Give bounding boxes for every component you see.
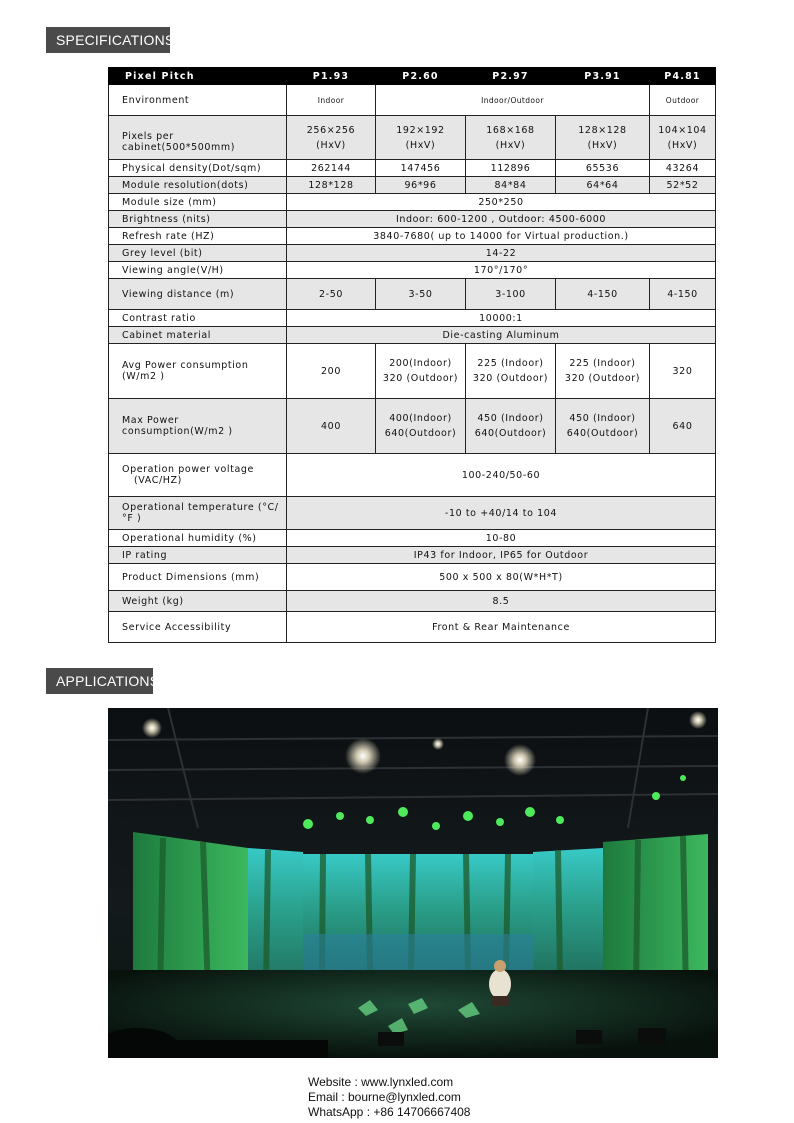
table-row (109, 177, 716, 194)
table-row (109, 399, 716, 454)
table-row (109, 612, 716, 643)
model-p391: P3.91 (556, 68, 650, 85)
table-row (109, 211, 716, 228)
table-cell: 170°/170° (287, 262, 716, 279)
table-cell: 450 (Indoor) 640(Outdoor) (556, 399, 650, 454)
table-row (109, 530, 716, 547)
table-row (109, 279, 716, 310)
table-cell: Die-casting Aluminum (287, 327, 716, 344)
table-cell: 8.5 (287, 591, 716, 612)
refresh-rate-label: Refresh rate (HZ) (109, 228, 287, 245)
table-cell: 450 (Indoor) 640(Outdoor) (466, 399, 556, 454)
table-cell: 128×128 (HxV) (556, 116, 650, 160)
table-row (109, 228, 716, 245)
table-cell: -10 to +40/14 to 104 (287, 497, 716, 530)
ip-rating-label: IP rating (109, 547, 287, 564)
table-cell: 400(Indoor) 640(Outdoor) (376, 399, 466, 454)
table-cell: 10-80 (287, 530, 716, 547)
grey-level-label: Grey level (bit) (109, 245, 287, 262)
table-cell: 168×168 (HxV) (466, 116, 556, 160)
table-cell: 262144 (287, 160, 376, 177)
model-p260: P2.60 (376, 68, 466, 85)
table-cell: 225 (Indoor) 320 (Outdoor) (556, 344, 650, 399)
table-cell: Indoor: 600-1200 , Outdoor: 4500-6000 (287, 211, 716, 228)
table-cell: 14-22 (287, 245, 716, 262)
table-cell: 43264 (650, 160, 716, 177)
applications-heading: APPLICATIONS (46, 668, 153, 694)
cabinet-material-label: Cabinet material (109, 327, 287, 344)
table-cell: 256×256 (HxV) (287, 116, 376, 160)
table-cell: 2-50 (287, 279, 376, 310)
brightness-label: Brightness (nits) (109, 211, 287, 228)
max-power-label: Max Power consumption(W/m2 ) (109, 399, 287, 454)
table-row (109, 262, 716, 279)
table-cell: 4-150 (556, 279, 650, 310)
table-cell: 52*52 (650, 177, 716, 194)
operational-temperature-label: Operational temperature (°C/°F ) (109, 497, 287, 530)
table-cell: 320 (650, 344, 716, 399)
environment-mid: Indoor/Outdoor (376, 85, 650, 116)
table-cell: 225 (Indoor) 320 (Outdoor) (466, 344, 556, 399)
table-row (109, 591, 716, 612)
table-row (109, 327, 716, 344)
led-stage-photo (108, 708, 718, 1058)
pixels-per-cabinet-label: Pixels per cabinet(500*500mm) (109, 116, 287, 160)
table-cell: 200(Indoor) 320 (Outdoor) (376, 344, 466, 399)
table-cell: 640 (650, 399, 716, 454)
table-cell: 104×104 (HxV) (650, 116, 716, 160)
specifications-table (108, 67, 716, 643)
table-row (109, 344, 716, 399)
viewing-angle-label: Viewing angle(V/H) (109, 262, 287, 279)
table-row (109, 454, 716, 497)
table-cell: 10000:1 (287, 310, 716, 327)
whatsapp-text: WhatsApp : +86 14706667408 (308, 1105, 471, 1119)
contrast-ratio-label: Contrast ratio (109, 310, 287, 327)
table-cell: 200 (287, 344, 376, 399)
module-resolution-label: Module resolution(dots) (109, 177, 287, 194)
left-inner-led-screen (248, 848, 303, 991)
table-cell: 65536 (556, 160, 650, 177)
viewing-distance-label: Viewing distance (m) (109, 279, 287, 310)
service-accessibility-label: Service Accessibility (109, 612, 287, 643)
operation-voltage-label: Operation power voltage (VAC/HZ) (109, 454, 287, 497)
table-cell: 250*250 (287, 194, 716, 211)
table-cell: 64*64 (556, 177, 650, 194)
table-row (109, 85, 716, 116)
environment-p193: Indoor (287, 85, 376, 116)
environment-label: Environment (109, 85, 287, 116)
table-row (109, 547, 716, 564)
right-inner-led-screen (533, 848, 603, 980)
table-row (109, 564, 716, 591)
table-row (109, 245, 716, 262)
table-cell: 100-240/50-60 (287, 454, 716, 497)
model-p297: P2.97 (466, 68, 556, 85)
table-cell: 3-100 (466, 279, 556, 310)
table-cell: Front & Rear Maintenance (287, 612, 716, 643)
pixel-pitch-label: Pixel Pitch (109, 68, 287, 85)
website-text: Website : www.lynxled.com (308, 1075, 454, 1089)
weight-label: Weight (kg) (109, 591, 287, 612)
environment-p481: Outdoor (650, 85, 716, 116)
physical-density-label: Physical density(Dot/sqm) (109, 160, 287, 177)
product-dimensions-label: Product Dimensions (mm) (109, 564, 287, 591)
table-cell: IP43 for Indoor, IP65 for Outdoor (287, 547, 716, 564)
avg-power-label: Avg Power consumption (W/m2 ) (109, 344, 287, 399)
operational-humidity-label: Operational humidity (%) (109, 530, 287, 547)
module-size-label: Module size (mm) (109, 194, 287, 211)
table-cell: 112896 (466, 160, 556, 177)
table-cell: 3-50 (376, 279, 466, 310)
table-cell: 147456 (376, 160, 466, 177)
specifications-heading: SPECIFICATIONS (46, 27, 170, 53)
model-p481: P4.81 (650, 68, 716, 85)
contact-block (308, 1075, 470, 1120)
table-cell: 400 (287, 399, 376, 454)
table-cell: 96*96 (376, 177, 466, 194)
table-row (109, 310, 716, 327)
table-cell: 192×192 (HxV) (376, 116, 466, 160)
table-cell: 500 x 500 x 80(W*H*T) (287, 564, 716, 591)
table-header-row (109, 68, 716, 85)
table-row (109, 116, 716, 160)
table-cell: 3840-7680( up to 14000 for Virtual production.) (287, 228, 716, 245)
table-cell: 84*84 (466, 177, 556, 194)
table-row (109, 497, 716, 530)
table-cell: 4-150 (650, 279, 716, 310)
email-text: Email : bourne@lynxled.com (308, 1090, 461, 1104)
table-row (109, 194, 716, 211)
table-cell: 128*128 (287, 177, 376, 194)
model-p193: P1.93 (287, 68, 376, 85)
table-row (109, 160, 716, 177)
